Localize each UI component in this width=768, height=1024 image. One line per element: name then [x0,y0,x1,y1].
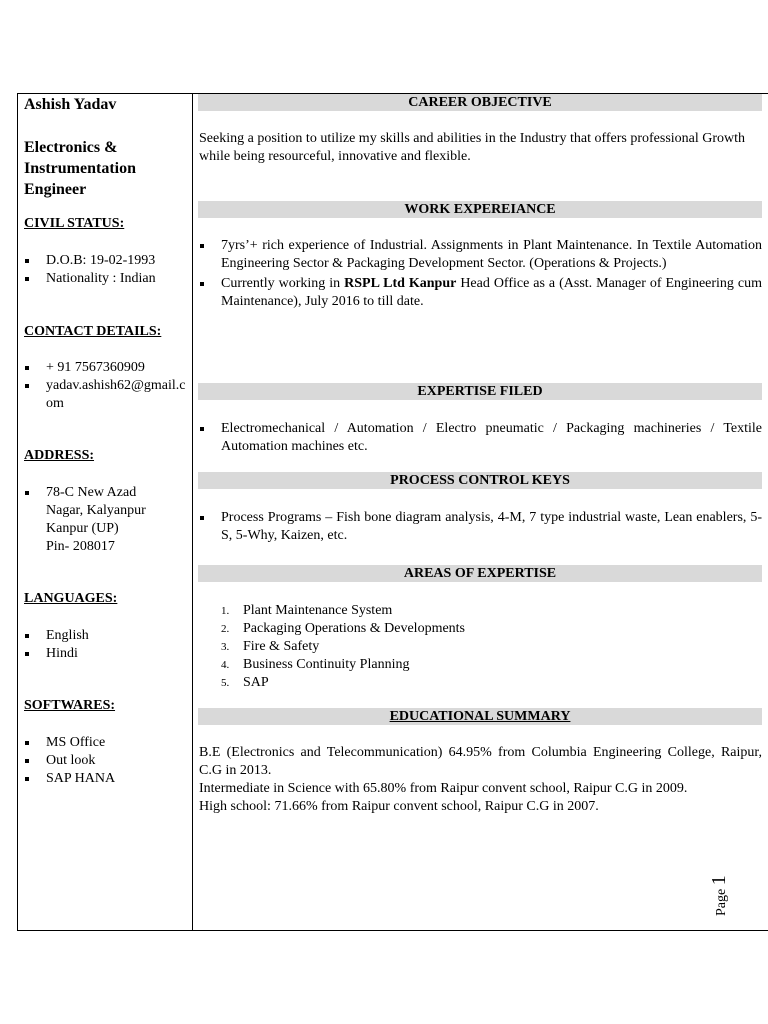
list-item: 7yrs’+ rich experience of Industrial. Assignments in Plant Maintenance. In Textile Automation Engineering Sector & Packaging Development Sector. (Operations & Projects.) [199,237,762,273]
page-label-text: Page [714,888,729,916]
educational-summary-heading-text: EDUCATIONAL SUMMARY [389,709,571,724]
address-line: Pin- 208017 [46,539,115,554]
email-address: yadav.ashish62@gmail.com [24,377,190,413]
address-text [24,484,190,556]
list-item [199,275,762,311]
contact-details-heading: CONTACT DETAILS: [24,324,162,339]
civil-status-list [24,252,190,288]
languages-list [24,627,190,663]
list-item [221,674,465,692]
current-job-suffix: Head Office as a (Asst. Manager of Engineering cum Maintenance), July 2016 to till date. [221,276,762,309]
list-number: 5. [221,677,230,689]
list-item: MS Office [24,734,190,752]
list-text: Business Continuity Planning [243,657,410,672]
list-text: Fire & Safety [243,639,320,654]
list-item: English [24,627,190,645]
education-degree: B.E (Electronics and Telecommunication) 64.95% from Columbia Engineering College, Raipur, C.G in 2013. [199,745,762,778]
address-heading: ADDRESS: [24,448,95,463]
list-item: Hindi [24,645,190,663]
areas-of-expertise-heading: AREAS OF EXPERTISE [198,565,762,582]
address-line: 78-C New Azad [46,485,137,500]
softwares-heading: SOFTWARES: [24,698,116,713]
list-item: Out look [24,752,190,770]
page-number: 1 [708,875,730,886]
expertise-filed-heading: EXPERTISE FILED [198,383,762,400]
process-control-list [199,509,762,547]
education-intermediate: Intermediate in Science with 65.80% from Raipur convent school, Raipur C.G in 2009. [199,781,688,796]
candidate-name: Ashish Yadav [24,96,117,113]
list-item: D.O.B: 19-02-1993 [24,252,190,270]
list-text: SAP [243,675,269,690]
list-item: Process Programs – Fish bone diagram analysis, 4-M, 7 type industrial waste, Lean enablers, 5-S, 5-Why, Kaizen, etc. [199,509,762,545]
list-item: Electromechanical / Automation / Electro pneumatic / Packaging machineries / Textile Automation machines etc. [199,420,762,456]
current-job-prefix: Currently working in [221,276,345,291]
list-item [221,638,465,656]
areas-of-expertise-list [221,602,465,692]
contact-list [24,359,190,413]
languages-heading: LANGUAGES: [24,591,118,606]
career-objective-heading: CAREER OBJECTIVE [198,94,762,111]
address-line: Kanpur (UP) [46,521,119,536]
civil-status-heading: CIVIL STATUS: [24,216,125,231]
company-name: RSPL Ltd Kanpur [344,276,457,291]
list-number: 4. [221,659,230,671]
list-item [221,656,465,674]
list-item [221,602,465,620]
career-objective-text: Seeking a position to utilize my skills and abilities in the Industry that offers professional Growth while being resourceful, innovative and flexible. [199,131,746,164]
page-footer [708,872,748,916]
education-block [199,744,762,816]
list-item [221,620,465,638]
list-text: Plant Maintenance System [243,603,393,618]
address-line: Nagar, Kalyanpur [46,503,146,518]
phone-number: + 91 7567360909 [24,359,190,377]
work-experience-heading: WORK EXPEREIANCE [198,201,762,218]
process-control-heading: PROCESS CONTROL KEYS [198,472,762,489]
address-block [24,484,190,556]
softwares-list [24,734,190,788]
education-high-school: High school: 71.66% from Raipur convent school, Raipur C.G in 2007. [199,799,599,814]
list-item: SAP HANA [24,770,190,788]
list-text: Packaging Operations & Developments [243,621,466,636]
list-number: 2. [221,623,230,635]
page-label [708,875,731,916]
expertise-filed-list [199,420,762,458]
list-number: 1. [221,605,230,617]
list-item: Nationality : Indian [24,270,190,288]
work-experience-list [199,237,762,313]
candidate-title: Electronics & Instrumentation Engineer [24,139,137,198]
educational-summary-heading [198,708,762,725]
list-number: 3. [221,641,230,653]
